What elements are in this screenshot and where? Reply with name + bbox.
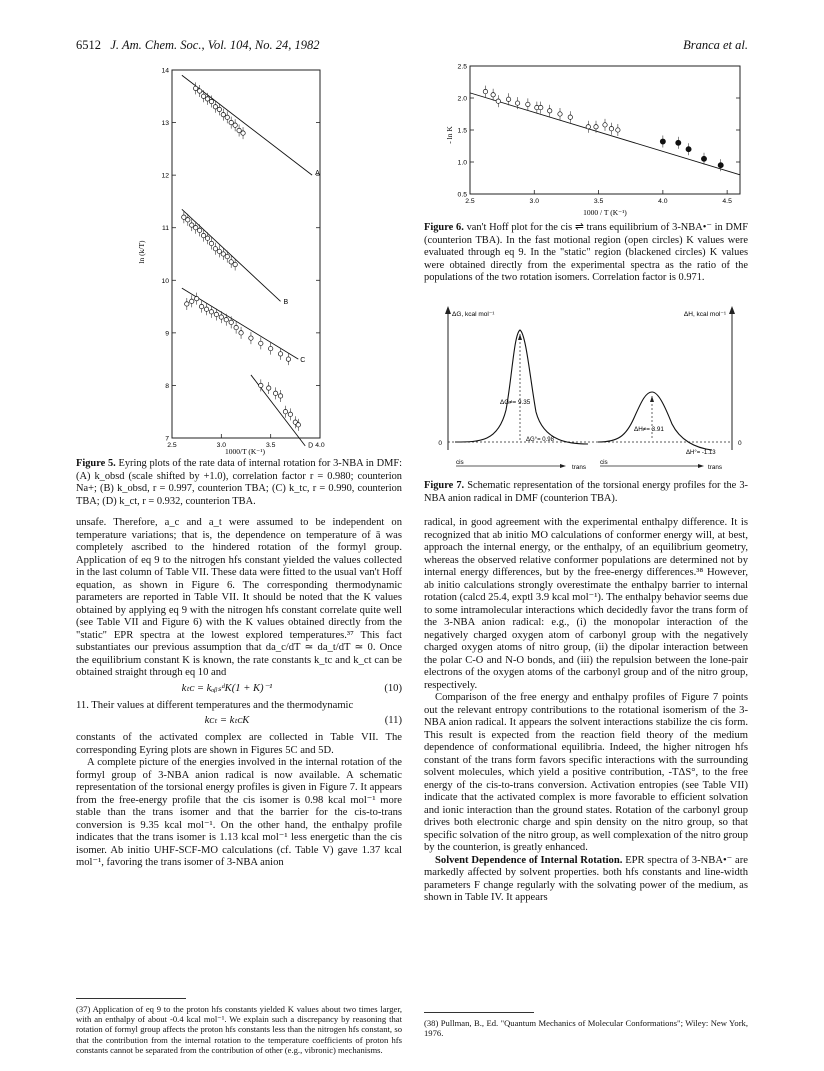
data-point	[718, 163, 723, 168]
data-point	[197, 228, 201, 232]
page-header-left	[76, 38, 320, 53]
figure7-trans-label-2: trans	[708, 464, 722, 471]
data-point	[221, 252, 225, 256]
plot-frame	[172, 70, 320, 438]
data-point	[249, 336, 253, 340]
figure7-cis-label-2: cis	[600, 459, 608, 466]
data-point	[234, 325, 238, 329]
data-point	[199, 304, 203, 308]
equation-11-expression: kᴄₜ = kₜᴄK	[204, 715, 250, 726]
x-tick-label: 3.0	[529, 198, 540, 205]
data-point	[483, 89, 487, 93]
figure7-right-axis-label: ΔH, kcal mol⁻¹	[683, 311, 726, 318]
figure7-caption-label: Figure 7.	[424, 480, 465, 491]
right-paragraph-1: radical, in good agreement with the experimental enthalpy difference. It is recognized that ab initio MO calculations of conformer energy will, at best, approach the internal energy, or the enthalpy, of an equilibrium geometry, whereas the observed relative conformer populations are determined not by internal energy differences, but by the free-energy differences.³⁸ However, ab initio calculations strongly overestimate the enthalpy barrier to internal rotation (calcd 25.4, exptl 3.9 kcal mol⁻¹). The enthalpy behavior seems due to some intramolecular interactions which decidedly favor the trans form of the 3-NBA anion radical: e.g., (i) the monopolar interaction of the negatively charged oxygen atom of carbonyl group with the negatively charged oxygen atoms of nitro group, (ii) the dipolar interaction between the polar C-O and N-O bonds, and (iii) the repulsion between the lone-pair electrons of the oxygen atoms of the carbonyl group and of the nitro group, respectively.	[424, 517, 748, 691]
x-tick-label: 3.0	[216, 442, 227, 449]
data-point	[190, 299, 194, 303]
data-point	[193, 226, 197, 230]
data-point	[229, 320, 233, 324]
left-paragraph-1: unsafe. Therefore, a_c and a_t were assumed to be independent on temperature variations; that is, the dependence on temperature of ā was completely ascribed to the hindered rotation of the formyl group. Application of eq 9 to the nitrogen hfs constant yielded the values collected in the last column of Table VII. These data were fitted to the usual van't Hoff equation, as shown in Figure 6. The corresponding thermodynamic parameters are reported in Table VII. It should be noted that the K values obtained by applying eq 9 with the nitrogen hfs constant correlate quite well (see Table VII and Figure 6) with the K values obtained directly from the "static" EPR spectra at the lowest explored temperatures.³⁷ This fact substantiates our previous assumption that da_c/dT ≃ da_t/dT ≃ 0. Once the equilibrium constant K is known, the rate constants k_tc and k_ct can be obtained straight through eq 10 and	[76, 517, 402, 678]
data-point	[204, 307, 208, 311]
footnote-38: (38) Pullman, B., Ed. "Quantum Mechanics of Molecular Conformations"; Wiley: New York, 1976.	[424, 1018, 748, 1039]
x-tick-label: 3.5	[265, 442, 276, 449]
data-point	[201, 233, 205, 237]
data-point	[237, 128, 241, 132]
data-point	[273, 391, 277, 395]
data-point	[296, 423, 300, 427]
section-heading-solvent: Solvent Dependence of Internal Rotation.	[435, 854, 623, 866]
data-point	[214, 312, 218, 316]
y-tick-label: 2.0	[457, 95, 467, 103]
right-paragraph-3-text: EPR spectra of 3-NBA•⁻ are markedly affected by solvent properties. both hfs constants and line-width parameters F change regularly with the solvating power of the medium, as shown in Table IV. It appears	[424, 854, 748, 903]
data-point	[225, 115, 229, 119]
figure5-eyring-plot	[130, 60, 345, 458]
y-tick-label: 11	[161, 225, 169, 233]
data-point	[239, 331, 243, 335]
data-point	[209, 310, 213, 314]
data-point	[259, 383, 263, 387]
figure6-ylabel: - ln K	[445, 126, 454, 144]
figure5-ylabel: ln (k/T)	[137, 240, 146, 264]
page-header-authors: Branca et al.	[683, 38, 748, 52]
figure6-caption-text: van't Hoff plot for the cis ⇌ trans equilibrium of 3-NBA•⁻ in DMF (counterion TBA). In the fast motional region (open circles) K values were evaluated through eq 9. In the "static" region (blackened circles) K values were obtained directly from the experimental spectra as the ratio of the populations of the two rotation isomers. Correlation factor is 0.971.	[424, 222, 748, 284]
figure5-caption-label: Figure 5.	[76, 458, 116, 469]
data-point	[185, 302, 189, 306]
fit-line-B	[182, 209, 281, 301]
y-tick-label: 1.0	[457, 159, 467, 167]
data-point	[219, 315, 223, 319]
figure7-zero-left: 0	[438, 440, 442, 447]
equation-11-number: (11)	[384, 715, 402, 726]
series-label: D	[308, 442, 314, 450]
y-tick-label: 2.5	[457, 63, 467, 71]
data-point	[193, 86, 197, 90]
page-number: 6512	[76, 38, 101, 52]
x-tick-label: 4.5	[722, 198, 732, 205]
data-point	[616, 128, 620, 132]
data-point	[205, 97, 209, 101]
data-point	[558, 112, 562, 116]
data-point	[701, 156, 706, 161]
data-point	[586, 125, 590, 129]
y-tick-label: 14	[161, 67, 169, 75]
data-point	[205, 236, 209, 240]
equation-10-number: (10)	[384, 682, 402, 694]
x-tick-label: 4.0	[658, 198, 668, 205]
figure7-trans-label-1: trans	[572, 464, 586, 471]
data-point	[568, 115, 572, 119]
left-column-body	[76, 517, 402, 870]
x-tick-label: 2.5	[465, 198, 475, 205]
data-point	[603, 123, 607, 127]
data-point	[217, 249, 221, 253]
y-tick-label: 9	[165, 330, 169, 338]
data-point	[217, 107, 221, 111]
figure7-dg-barrier-arrow	[518, 334, 522, 340]
x-tick-label: 2.5	[167, 442, 177, 449]
y-tick-label: 7	[165, 435, 169, 443]
data-point	[506, 97, 510, 101]
data-point	[286, 357, 290, 361]
right-paragraph-2: Comparison of the free energy and enthalpy profiles of Figure 7 points out the relevant entropy contributions to the rotational isomerism of the 3-NBA anion radical. It appears the solvent interactions stabilize the cis form. This result is expected from the reaction field theory of the medium dependence of conformational equilibria. Indeed, the higher nitrogen hfs constant of the trans form favors specific interactions with the surrounding solvent molecules, which yield a positive contribution, -TΔS°, to the free energy of the cis-to-trans conversion. Activation entropies (see Table VII) indicate that the activated complex is more favorable to efficient solvation and ionic interaction than the ground states. Rotation of the carbonyl group drives both electronic charge and spin density on the nitro group, so that specific solvation of the nitro group, as well complexation of the nitro group by the counterion, is greatly enhanced.	[424, 692, 748, 853]
figure6-caption-label: Figure 6.	[424, 222, 464, 233]
figure7-cis-label-1: cis	[456, 459, 464, 466]
figure5-xlabel: 1000/T (K⁻¹)	[224, 447, 266, 456]
y-tick-label: 13	[161, 120, 169, 128]
data-point	[278, 394, 282, 398]
right-column-body	[424, 517, 748, 905]
figure7-coordinate-arrow-1	[560, 464, 566, 468]
right-paragraph-3	[424, 855, 748, 905]
data-point	[539, 105, 543, 109]
figure7-dh-barrier-arrow	[650, 396, 654, 402]
figure7-dg-barrier: ΔG≠= 9.35	[500, 399, 531, 406]
x-tick-label: 4.0	[315, 442, 325, 449]
figure6-xlabel: 1000 / T (K⁻¹)	[583, 208, 627, 217]
figure7-right-axis-arrow	[729, 306, 735, 314]
figure6-caption	[424, 222, 748, 285]
data-point	[515, 101, 519, 105]
left-after-equation: constants of the activated complex are collected in Table VII. The corresponding Eyring plots are shown in Figures 5C and 5D.	[76, 732, 402, 756]
figure7-enthalpy-profile	[598, 392, 712, 450]
figure7-energy-profiles	[420, 300, 750, 480]
data-point	[241, 131, 245, 135]
data-point	[224, 318, 228, 322]
series-label: A	[315, 170, 320, 178]
data-point	[288, 412, 292, 416]
figure6-vant-hoff-plot	[440, 60, 750, 220]
figure7-left-axis-arrow	[445, 306, 451, 314]
figure7-coordinate-arrow-2	[698, 464, 704, 468]
equation-10-expression: kₜᴄ = kₒᵦₛᵈK(1 + K)⁻¹	[181, 682, 273, 694]
figure7-dh-zero: ΔH°= -1.13	[686, 450, 716, 456]
y-tick-label: 1.5	[457, 127, 467, 135]
data-point	[229, 260, 233, 264]
footnote-37: (37) Application of eq 9 to the proton hfs constants yielded K values about two times larger, with an enthalpy of about -0.4 kcal mol⁻¹. We explain such a discrepancy by reasoning that rotation of formyl group affects the proton hfs constants less than the nitrogen hfs constant, so that the contribution from the internal rotation to the temperature coefficients of proton hfs constants cannot be separated from the contribution of other (e.g., vibronic) mechanisms.	[76, 1004, 402, 1055]
figure7-left-axis-label: ΔG, kcal mol⁻¹	[452, 311, 495, 318]
data-point	[496, 99, 500, 103]
data-point	[201, 94, 205, 98]
data-point	[491, 93, 495, 97]
data-point	[266, 386, 270, 390]
data-point	[233, 123, 237, 127]
data-point	[229, 120, 233, 124]
figure7-free-energy-profile	[455, 330, 588, 444]
left-paragraph-2: A complete picture of the energies involved in the internal rotation of the formyl group of 3-NBA anion radical is now available. A schematic representation of the torsional energy profiles is given in Figure 7. It appears from the free-energy profile that the cis isomer is 0.98 kcal mol⁻¹ more stable than the trans isomer and that the barrier for the cis-to-trans conversion is 9.35 kcal mol⁻¹. On the other hand, the enthalpy profile indicates that the trans isomer is 1.13 kcal mol⁻¹ less energetic than the cis isomer. Ab initio UHF-SCF-MO calculations (cf. Table V) gave 1.37 kcal mol⁻¹, favoring the trans isomer of 3-NBA anion	[76, 757, 402, 868]
series-label: C	[300, 356, 306, 364]
data-point	[182, 215, 186, 219]
y-tick-label: 10	[161, 277, 169, 285]
data-point	[186, 218, 190, 222]
journal-citation: J. Am. Chem. Soc., Vol. 104, No. 24, 1982	[110, 38, 320, 52]
data-point	[209, 241, 213, 245]
data-point	[278, 352, 282, 356]
data-point	[526, 102, 530, 106]
figure5-caption-text: Eyring plots of the rate data of internal rotation for 3-NBA in DMF: (A) k_obsd (scale shifted by +1.0), correlation factor r = 0.980; counterion Na+; (B) k_obsd, r = 0.997, counterion TBA; (C) k_tc, r = 0.990, counterion TBA; (D) k_ct, r = 0.932, counterion TBA.	[76, 458, 402, 507]
figure7-caption-text: Schematic representation of the torsional energy profiles for the 3-NBA anion radical in DMF (counterion TBA).	[424, 480, 748, 504]
data-point	[660, 139, 665, 144]
y-tick-label: 12	[161, 172, 169, 180]
data-point	[225, 254, 229, 258]
equation-10	[76, 680, 402, 700]
data-point	[686, 147, 691, 152]
y-tick-label: 8	[165, 382, 169, 390]
series-label: B	[283, 298, 289, 306]
figure7-dg-zero: ΔG°= 0.98	[526, 437, 554, 443]
data-point	[233, 262, 237, 266]
data-point	[197, 89, 201, 93]
data-point	[548, 109, 552, 113]
left-eq11-lead: 11. Their values at different temperatures and the thermodynamic	[76, 699, 354, 711]
data-point	[594, 125, 598, 129]
figure7-dh-barrier: ΔH≠= 3.91	[634, 426, 664, 433]
y-tick-label: 0.5	[457, 191, 467, 199]
x-tick-label: 3.5	[593, 198, 604, 205]
figure5-caption	[76, 458, 402, 508]
data-point	[190, 223, 194, 227]
data-point	[609, 127, 613, 131]
data-point	[209, 99, 213, 103]
right-footnote-rule	[424, 1012, 534, 1013]
data-point	[283, 410, 287, 414]
figure7-caption	[424, 480, 748, 505]
data-point	[213, 105, 217, 109]
equation-11	[76, 712, 402, 732]
left-footnote-rule	[76, 998, 186, 999]
data-point	[268, 346, 272, 350]
fit-line	[470, 93, 740, 175]
data-point	[259, 341, 263, 345]
data-point	[194, 296, 198, 300]
figure7-zero-right: 0	[738, 440, 742, 447]
data-point	[221, 112, 225, 116]
data-point	[213, 247, 217, 251]
data-point	[676, 140, 681, 145]
